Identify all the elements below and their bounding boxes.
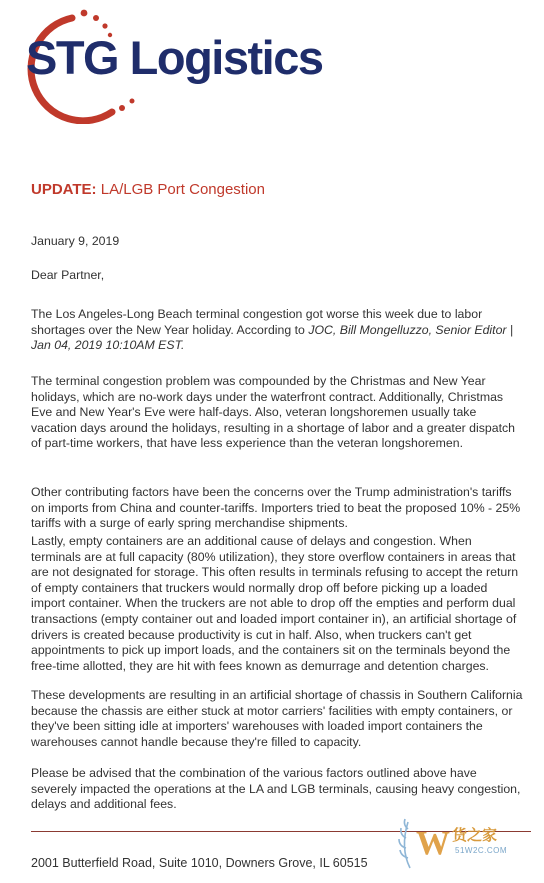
paragraph-1: [31, 307, 523, 354]
paragraph-6: Please be advised that the combination of the various factors outlined above have severely impacted the operations at the LA and LGB terminals, causing heavy congestion, delays and additional fees.: [31, 766, 521, 812]
paragraph-1-main: The Los Angeles-Long Beach terminal congestion got worse this week due to labor shortages over the New Year holiday. According to: [31, 307, 483, 337]
footer-address: 2001 Butterfield Road, Suite 1010, Downers Grove, IL 60515: [31, 856, 368, 870]
letter-greeting: Dear Partner,: [31, 268, 105, 282]
logo-wordmark: STG Logistics: [26, 31, 323, 84]
update-heading: [31, 181, 265, 198]
paragraph-5: These developments are resulting in an artificial shortage of chassis in Southern California because the chassis are either stuck at motor carriers' facilities with empty containers, or they've been sitting idle at importers' warehouses with loaded import containers the warehouses cannot handle because they're filled to capacity.: [31, 688, 523, 749]
update-label: UPDATE:: [31, 181, 97, 198]
update-title: LA/LGB Port Congestion: [100, 181, 265, 198]
svg-text:W: W: [416, 825, 450, 862]
watermark-text: 货之家: [452, 827, 498, 844]
paragraph-1-source: JOC, Bill Mongelluzzo, Senior Editor | Jan 04, 2019 10:10AM EST.: [31, 322, 514, 353]
watermark-subtext: 51W2C.COM: [455, 846, 508, 855]
paragraph-2: The terminal congestion problem was compounded by the Christmas and New Year holidays, which are no-work days under the waterfront contract. Additionally, Christmas Eve and New Year's Eve were half-days. Also, veteran longshoremen usually take vacation days around the holidays, resulting in a shortage of labor and a greater dispatch of part-time workers, that have less experience than the veteran longshoremen.: [31, 374, 515, 451]
letter-date: January 9, 2019: [31, 234, 120, 248]
paragraph-4: Lastly, empty containers are an additional cause of delays and congestion. When terminals are at full capacity (80% utilization), they store overflow containers in areas that are not designated for storage. This often results in terminals refusing to accept the return of empty containers that truckers would normally drop off before picking up a loaded import container. When the truckers are not able to drop off the empties and perform dual transactions (empty container out and loaded import container in), an artificial shortage of drivers is created because productivity is cut in half. Also, when truckers can't get appointments to pick up import loads, and the containers sit on the terminals beyond the free-time allotted, they are hit with fees known as demurrage and detention charges.: [31, 534, 519, 673]
paragraph-3: Other contributing factors have been the concerns over the Trump administration's tariffs on imports from China and counter-tariffs. Importers tried to beat the proposed 10% - 25% tariffs with a surge of early spring merchandise shipments.: [31, 485, 521, 531]
